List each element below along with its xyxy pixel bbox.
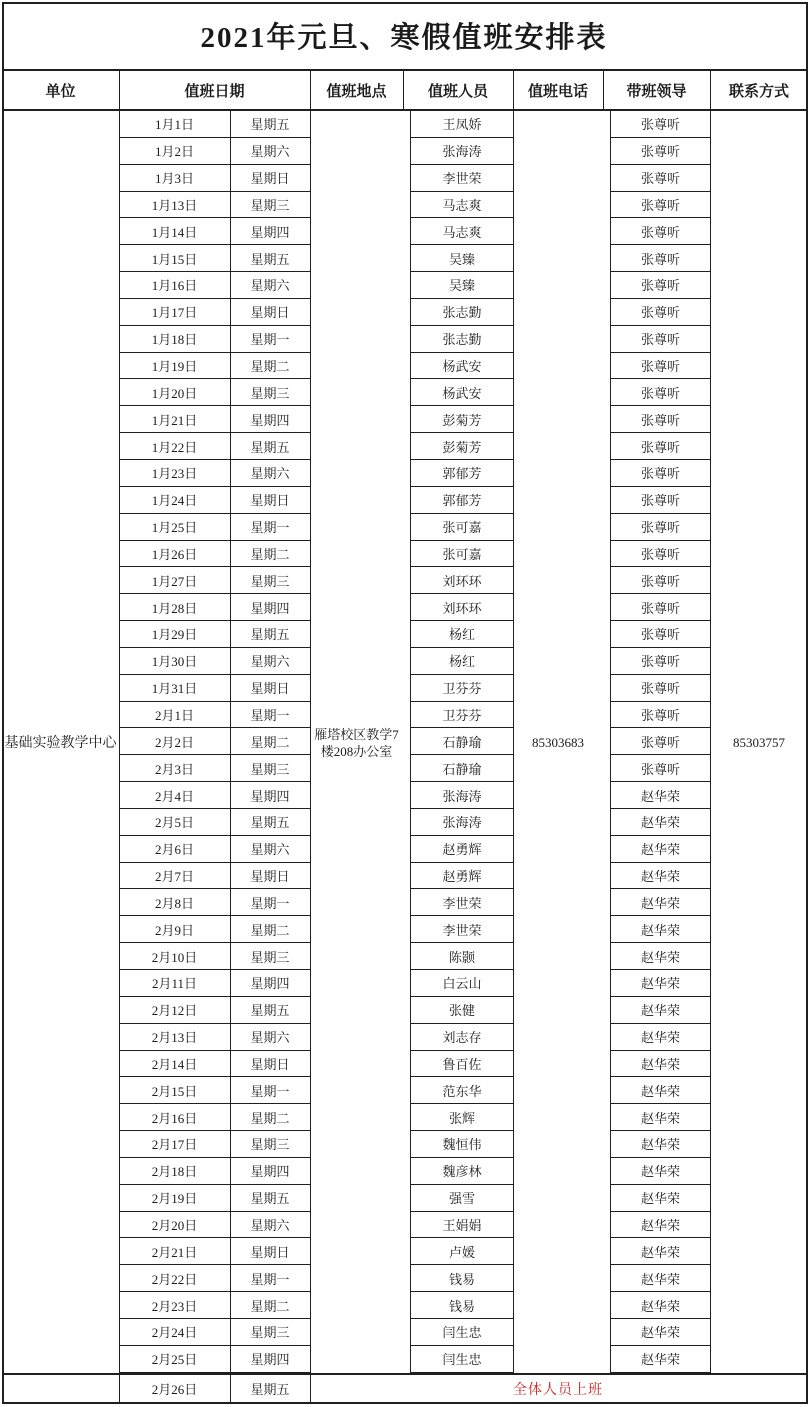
table-row bbox=[2, 1185, 806, 1212]
duty-leader-cell: 赵华荣 bbox=[610, 1212, 711, 1239]
table-row bbox=[2, 165, 806, 192]
duty-person-cell: 刘环环 bbox=[410, 594, 514, 621]
duty-phone-merged-cell: 85303683 bbox=[532, 735, 584, 750]
table-row bbox=[2, 406, 806, 433]
duty-date-cell: 1月1日 bbox=[119, 111, 230, 138]
duty-leader-cell: 赵华荣 bbox=[610, 1265, 711, 1292]
duty-leader-cell: 赵华荣 bbox=[610, 1104, 711, 1131]
duty-date-cell: 2月16日 bbox=[119, 1104, 230, 1131]
duty-person-cell: 白云山 bbox=[410, 970, 514, 997]
footer-note: 全体人员上班 bbox=[513, 1382, 603, 1398]
table-row bbox=[2, 943, 806, 970]
duty-leader-cell: 赵华荣 bbox=[610, 889, 711, 916]
duty-leader-cell: 赵华荣 bbox=[610, 782, 711, 809]
duty-person-cell: 石静瑜 bbox=[410, 755, 514, 782]
duty-person-cell: 石静瑜 bbox=[410, 728, 514, 755]
table-row bbox=[2, 728, 806, 755]
weekday-cell: 星期三 bbox=[230, 192, 310, 219]
duty-leader-cell: 张尊听 bbox=[610, 541, 711, 568]
weekday-cell: 星期日 bbox=[230, 165, 310, 192]
duty-leader-cell: 张尊听 bbox=[610, 326, 711, 353]
duty-person-cell: 张可嘉 bbox=[410, 541, 514, 568]
weekday-cell: 星期日 bbox=[230, 675, 310, 702]
location-line2: 楼208办公室 bbox=[320, 744, 393, 759]
weekday-cell: 星期一 bbox=[230, 514, 310, 541]
table-row bbox=[2, 1319, 806, 1346]
duty-person-cell: 刘环环 bbox=[410, 567, 514, 594]
weekday-cell: 星期六 bbox=[230, 648, 310, 675]
table-row bbox=[2, 675, 806, 702]
weekday-cell: 星期二 bbox=[230, 1104, 310, 1131]
duty-date-cell: 2月1日 bbox=[119, 702, 230, 729]
table-row bbox=[2, 648, 806, 675]
duty-leader-cell: 张尊听 bbox=[610, 379, 711, 406]
weekday-cell: 星期四 bbox=[230, 1346, 310, 1373]
duty-date-cell: 2月10日 bbox=[119, 943, 230, 970]
duty-leader-cell: 赵华荣 bbox=[610, 1238, 711, 1265]
table-row bbox=[2, 809, 806, 836]
table-row bbox=[2, 970, 806, 997]
table-body bbox=[2, 111, 806, 1373]
table-row bbox=[2, 1212, 806, 1239]
duty-person-cell: 吴臻 bbox=[410, 272, 514, 299]
unit-merged-cell: 基础实验教学中心 bbox=[4, 736, 117, 751]
duty-leader-cell: 张尊听 bbox=[610, 621, 711, 648]
table-row bbox=[2, 1024, 806, 1051]
table-row bbox=[2, 1158, 806, 1185]
table-row bbox=[2, 1238, 806, 1265]
duty-leader-cell: 张尊听 bbox=[610, 755, 711, 782]
duty-date-cell: 2月21日 bbox=[119, 1238, 230, 1265]
duty-leader-cell: 赵华荣 bbox=[610, 1158, 711, 1185]
duty-leader-cell: 张尊听 bbox=[610, 675, 711, 702]
duty-date-cell: 2月9日 bbox=[119, 916, 230, 943]
table-row bbox=[2, 1104, 806, 1131]
duty-person-cell: 郭郁芳 bbox=[410, 487, 514, 514]
weekday-cell: 星期四 bbox=[230, 1158, 310, 1185]
location-merged-cell bbox=[310, 726, 403, 762]
duty-person-cell: 刘志存 bbox=[410, 1024, 514, 1051]
duty-date-cell: 2月3日 bbox=[119, 755, 230, 782]
duty-person-cell: 马志爽 bbox=[410, 192, 514, 219]
duty-date-cell: 2月19日 bbox=[119, 1185, 230, 1212]
duty-date-cell: 1月17日 bbox=[119, 299, 230, 326]
duty-date-cell: 2月12日 bbox=[119, 997, 230, 1024]
weekday-cell: 星期六 bbox=[230, 1212, 310, 1239]
weekday-cell: 星期四 bbox=[230, 406, 310, 433]
duty-date-cell: 2月24日 bbox=[119, 1319, 230, 1346]
duty-date-cell: 1月30日 bbox=[119, 648, 230, 675]
duty-leader-cell: 张尊听 bbox=[610, 245, 711, 272]
duty-person-cell: 马志爽 bbox=[410, 218, 514, 245]
duty-person-cell: 卫芬芬 bbox=[410, 675, 514, 702]
duty-person-cell: 魏恒伟 bbox=[410, 1131, 514, 1158]
duty-date-cell: 1月13日 bbox=[119, 192, 230, 219]
duty-date-cell: 1月15日 bbox=[119, 245, 230, 272]
header-person: 值班人员 bbox=[427, 83, 488, 100]
table-row bbox=[2, 514, 806, 541]
duty-leader-cell: 赵华荣 bbox=[610, 943, 711, 970]
duty-person-cell: 鲁百佐 bbox=[410, 1051, 514, 1078]
weekday-cell: 星期六 bbox=[230, 272, 310, 299]
duty-leader-cell: 赵华荣 bbox=[610, 1319, 711, 1346]
duty-person-cell: 张志勤 bbox=[410, 326, 514, 353]
duty-date-cell: 1月26日 bbox=[119, 541, 230, 568]
weekday-cell: 星期二 bbox=[230, 916, 310, 943]
weekday-cell: 星期四 bbox=[230, 218, 310, 245]
weekday-cell: 星期一 bbox=[230, 702, 310, 729]
duty-date-cell: 1月19日 bbox=[119, 353, 230, 380]
weekday-cell: 星期日 bbox=[230, 1051, 310, 1078]
weekday-cell: 星期日 bbox=[230, 487, 310, 514]
duty-person-cell: 王凤娇 bbox=[410, 111, 514, 138]
weekday-cell: 星期五 bbox=[230, 245, 310, 272]
duty-date-cell: 2月14日 bbox=[119, 1051, 230, 1078]
duty-date-cell: 2月5日 bbox=[119, 809, 230, 836]
duty-person-cell: 李世荣 bbox=[410, 889, 514, 916]
table-row bbox=[2, 1131, 806, 1158]
table-row bbox=[2, 138, 806, 165]
weekday-cell: 星期二 bbox=[230, 1292, 310, 1319]
table-row bbox=[2, 594, 806, 621]
duty-person-cell: 吴臻 bbox=[410, 245, 514, 272]
table-row bbox=[2, 997, 806, 1024]
weekday-cell: 星期日 bbox=[230, 299, 310, 326]
weekday-cell: 星期一 bbox=[230, 1265, 310, 1292]
duty-person-cell: 范东华 bbox=[410, 1077, 514, 1104]
weekday-cell: 星期一 bbox=[230, 889, 310, 916]
weekday-cell: 星期四 bbox=[230, 594, 310, 621]
duty-person-cell: 卫芬芬 bbox=[410, 702, 514, 729]
duty-date-cell: 1月23日 bbox=[119, 460, 230, 487]
header-unit: 单位 bbox=[45, 83, 76, 100]
header-phone: 值班电话 bbox=[527, 83, 588, 100]
location-line1: 雁塔校区教学7 bbox=[314, 727, 399, 742]
duty-date-cell: 2月11日 bbox=[119, 970, 230, 997]
table-row bbox=[2, 460, 806, 487]
duty-date-cell: 1月18日 bbox=[119, 326, 230, 353]
weekday-cell: 星期六 bbox=[230, 836, 310, 863]
table-row bbox=[2, 836, 806, 863]
weekday-cell: 星期二 bbox=[230, 541, 310, 568]
duty-leader-cell: 赵华荣 bbox=[610, 997, 711, 1024]
weekday-cell: 星期日 bbox=[230, 1238, 310, 1265]
footer-row bbox=[2, 1375, 806, 1402]
table-row bbox=[2, 487, 806, 514]
table-row bbox=[2, 621, 806, 648]
duty-date-cell: 2月18日 bbox=[119, 1158, 230, 1185]
table-row bbox=[2, 702, 806, 729]
duty-person-cell: 张海涛 bbox=[410, 809, 514, 836]
weekday-cell: 星期三 bbox=[230, 755, 310, 782]
table-row bbox=[2, 1292, 806, 1319]
weekday-cell: 星期四 bbox=[230, 970, 310, 997]
duty-leader-cell: 张尊听 bbox=[610, 567, 711, 594]
duty-date-cell: 2月23日 bbox=[119, 1292, 230, 1319]
duty-date-cell: 1月20日 bbox=[119, 379, 230, 406]
duty-person-cell: 钱易 bbox=[410, 1265, 514, 1292]
duty-person-cell: 彭菊芳 bbox=[410, 406, 514, 433]
duty-leader-cell: 张尊听 bbox=[610, 165, 711, 192]
weekday-cell: 星期三 bbox=[230, 1319, 310, 1346]
duty-leader-cell: 赵华荣 bbox=[610, 1024, 711, 1051]
duty-leader-cell: 张尊听 bbox=[610, 728, 711, 755]
duty-date-cell: 2月20日 bbox=[119, 1212, 230, 1239]
table-row bbox=[2, 192, 806, 219]
duty-person-cell: 张辉 bbox=[410, 1104, 514, 1131]
duty-leader-cell: 赵华荣 bbox=[610, 916, 711, 943]
weekday-cell: 星期五 bbox=[230, 111, 310, 138]
duty-leader-cell: 张尊听 bbox=[610, 406, 711, 433]
duty-person-cell: 闫生忠 bbox=[410, 1346, 514, 1373]
table-row bbox=[2, 379, 806, 406]
duty-date-cell: 2月2日 bbox=[119, 728, 230, 755]
weekday-cell: 星期六 bbox=[230, 460, 310, 487]
weekday-cell: 星期六 bbox=[230, 138, 310, 165]
table-row bbox=[2, 272, 806, 299]
duty-leader-cell: 张尊听 bbox=[610, 648, 711, 675]
duty-person-cell: 钱易 bbox=[410, 1292, 514, 1319]
weekday-cell: 星期三 bbox=[230, 1131, 310, 1158]
duty-person-cell: 张健 bbox=[410, 997, 514, 1024]
duty-leader-cell: 赵华荣 bbox=[610, 1051, 711, 1078]
header-location: 值班地点 bbox=[326, 83, 387, 100]
duty-person-cell: 郭郁芳 bbox=[410, 460, 514, 487]
duty-leader-cell: 赵华荣 bbox=[610, 1185, 711, 1212]
duty-person-cell: 杨武安 bbox=[410, 379, 514, 406]
duty-date-cell: 1月28日 bbox=[119, 594, 230, 621]
weekday-cell: 星期三 bbox=[230, 943, 310, 970]
duty-leader-cell: 张尊听 bbox=[610, 138, 711, 165]
duty-person-cell: 杨武安 bbox=[410, 353, 514, 380]
duty-date-cell: 1月16日 bbox=[119, 272, 230, 299]
duty-person-cell: 杨红 bbox=[410, 621, 514, 648]
table-row bbox=[2, 889, 806, 916]
weekday-cell: 星期一 bbox=[230, 326, 310, 353]
duty-person-cell: 彭菊芳 bbox=[410, 433, 514, 460]
table-row bbox=[2, 541, 806, 568]
duty-leader-cell: 赵华荣 bbox=[610, 1077, 711, 1104]
duty-leader-cell: 赵华荣 bbox=[610, 863, 711, 890]
weekday-cell: 星期五 bbox=[230, 621, 310, 648]
duty-person-cell: 李世荣 bbox=[410, 165, 514, 192]
duty-person-cell: 张志勤 bbox=[410, 299, 514, 326]
weekday-cell: 星期三 bbox=[230, 379, 310, 406]
duty-leader-cell: 赵华荣 bbox=[610, 1346, 711, 1373]
duty-person-cell: 闫生忠 bbox=[410, 1319, 514, 1346]
duty-person-cell: 杨红 bbox=[410, 648, 514, 675]
duty-leader-cell: 张尊听 bbox=[610, 218, 711, 245]
duty-leader-cell: 张尊听 bbox=[610, 487, 711, 514]
duty-leader-cell: 赵华荣 bbox=[610, 1292, 711, 1319]
contact-merged-cell: 85303757 bbox=[733, 735, 785, 750]
weekday-cell: 星期五 bbox=[230, 1185, 310, 1212]
duty-leader-cell: 张尊听 bbox=[610, 702, 711, 729]
footer-weekday: 星期五 bbox=[250, 1382, 290, 1397]
weekday-cell: 星期二 bbox=[230, 728, 310, 755]
duty-person-cell: 陈颢 bbox=[410, 943, 514, 970]
duty-date-cell: 1月14日 bbox=[119, 218, 230, 245]
duty-date-cell: 1月22日 bbox=[119, 433, 230, 460]
duty-date-cell: 2月17日 bbox=[119, 1131, 230, 1158]
duty-date-cell: 1月27日 bbox=[119, 567, 230, 594]
table-row bbox=[2, 755, 806, 782]
duty-person-cell: 赵勇辉 bbox=[410, 836, 514, 863]
duty-leader-cell: 张尊听 bbox=[610, 272, 711, 299]
table-row bbox=[2, 353, 806, 380]
duty-date-cell: 1月29日 bbox=[119, 621, 230, 648]
duty-leader-cell: 赵华荣 bbox=[610, 970, 711, 997]
duty-leader-cell: 张尊听 bbox=[610, 111, 711, 138]
weekday-cell: 星期五 bbox=[230, 809, 310, 836]
duty-date-cell: 1月2日 bbox=[119, 138, 230, 165]
duty-date-cell: 2月4日 bbox=[119, 782, 230, 809]
duty-person-cell: 魏彦林 bbox=[410, 1158, 514, 1185]
duty-date-cell: 2月7日 bbox=[119, 863, 230, 890]
weekday-cell: 星期六 bbox=[230, 1024, 310, 1051]
table-row bbox=[2, 1346, 806, 1373]
duty-date-cell: 1月21日 bbox=[119, 406, 230, 433]
duty-date-cell: 1月25日 bbox=[119, 514, 230, 541]
duty-leader-cell: 张尊听 bbox=[610, 192, 711, 219]
header-date: 值班日期 bbox=[184, 83, 245, 100]
duty-person-cell: 卢媛 bbox=[410, 1238, 514, 1265]
duty-leader-cell: 张尊听 bbox=[610, 514, 711, 541]
duty-date-cell: 2月15日 bbox=[119, 1077, 230, 1104]
duty-leader-cell: 张尊听 bbox=[610, 353, 711, 380]
weekday-cell: 星期二 bbox=[230, 353, 310, 380]
duty-person-cell: 赵勇辉 bbox=[410, 863, 514, 890]
header-contact: 联系方式 bbox=[728, 83, 789, 100]
duty-date-cell: 2月25日 bbox=[119, 1346, 230, 1373]
table-row bbox=[2, 218, 806, 245]
duty-date-cell: 2月13日 bbox=[119, 1024, 230, 1051]
footer-date: 2月26日 bbox=[151, 1382, 198, 1397]
duty-date-cell: 1月31日 bbox=[119, 675, 230, 702]
duty-leader-cell: 张尊听 bbox=[610, 594, 711, 621]
table-row bbox=[2, 111, 806, 138]
table-row bbox=[2, 782, 806, 809]
duty-date-cell: 1月3日 bbox=[119, 165, 230, 192]
duty-person-cell: 王娟娟 bbox=[410, 1212, 514, 1239]
weekday-cell: 星期日 bbox=[230, 863, 310, 890]
weekday-cell: 星期五 bbox=[230, 433, 310, 460]
duty-date-cell: 1月24日 bbox=[119, 487, 230, 514]
duty-person-cell: 李世荣 bbox=[410, 916, 514, 943]
table-row bbox=[2, 567, 806, 594]
weekday-cell: 星期四 bbox=[230, 782, 310, 809]
table-row bbox=[2, 1265, 806, 1292]
header-leader: 带班领导 bbox=[626, 83, 687, 100]
duty-leader-cell: 赵华荣 bbox=[610, 836, 711, 863]
table-row bbox=[2, 916, 806, 943]
weekday-cell: 星期五 bbox=[230, 997, 310, 1024]
table-row bbox=[2, 863, 806, 890]
table-row bbox=[2, 433, 806, 460]
duty-person-cell: 张海涛 bbox=[410, 138, 514, 165]
duty-date-cell: 2月6日 bbox=[119, 836, 230, 863]
duty-leader-cell: 赵华荣 bbox=[610, 809, 711, 836]
duty-person-cell: 强雪 bbox=[410, 1185, 514, 1212]
duty-date-cell: 2月22日 bbox=[119, 1265, 230, 1292]
table-row bbox=[2, 1051, 806, 1078]
weekday-cell: 星期一 bbox=[230, 1077, 310, 1104]
duty-person-cell: 张可嘉 bbox=[410, 514, 514, 541]
duty-leader-cell: 张尊听 bbox=[610, 299, 711, 326]
table-row bbox=[2, 326, 806, 353]
duty-leader-cell: 张尊听 bbox=[610, 433, 711, 460]
table-border-right bbox=[806, 2, 808, 1404]
table-border-bottom bbox=[2, 1402, 806, 1404]
table-row bbox=[2, 245, 806, 272]
table-row bbox=[2, 1077, 806, 1104]
duty-leader-cell: 赵华荣 bbox=[610, 1131, 711, 1158]
page-title: 2021年元旦、寒假值班安排表 bbox=[200, 22, 608, 54]
duty-leader-cell: 张尊听 bbox=[610, 460, 711, 487]
weekday-cell: 星期三 bbox=[230, 567, 310, 594]
duty-person-cell: 张海涛 bbox=[410, 782, 514, 809]
table-row bbox=[2, 299, 806, 326]
duty-date-cell: 2月8日 bbox=[119, 889, 230, 916]
